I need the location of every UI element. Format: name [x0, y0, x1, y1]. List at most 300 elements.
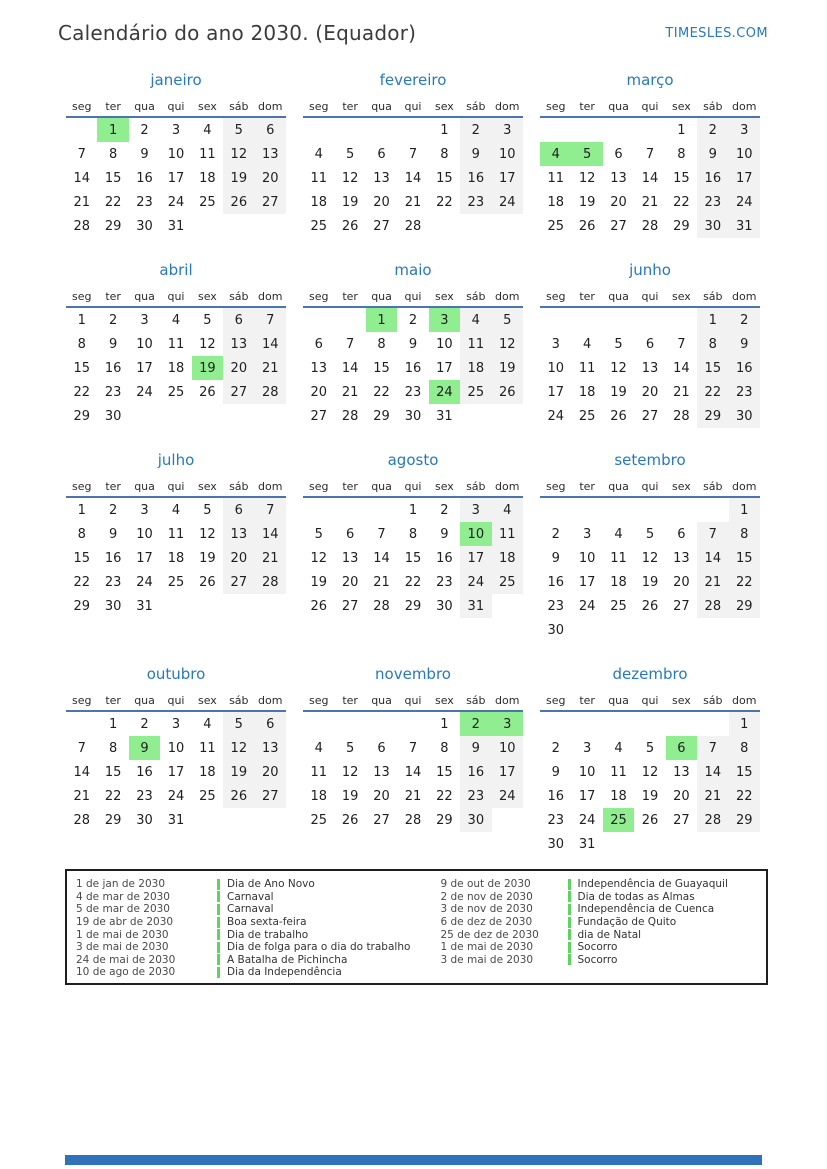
weekday-header-seg: seg: [71, 694, 92, 707]
day-cell: 26: [223, 784, 254, 808]
day-cell: 7: [408, 146, 418, 162]
holiday-tick-icon: [217, 891, 220, 902]
day-cell: 24: [167, 194, 185, 210]
legend-holiday-name: dia de Natal: [577, 928, 642, 941]
day-cell: 4: [614, 526, 623, 542]
empty-day-cell: [66, 711, 97, 736]
day-cell: 15: [436, 170, 453, 186]
day-cell: 2: [108, 502, 118, 518]
month-janeiro: [66, 71, 286, 238]
day-cell: 20: [373, 788, 390, 804]
empty-day-cell: [397, 711, 428, 736]
day-cell: 24: [136, 384, 153, 400]
day-cell: 12: [641, 550, 659, 566]
holiday-tick-icon: [217, 904, 220, 915]
day-cell: 24: [460, 570, 491, 594]
day-cell: 5: [203, 312, 212, 328]
empty-day-cell: [160, 404, 191, 428]
month-maio: [303, 261, 523, 428]
weekday-header-ter: ter: [342, 290, 358, 303]
day-cell: 28: [373, 598, 390, 614]
empty-day-cell: [634, 497, 665, 522]
day-cell: 18: [310, 788, 327, 804]
day-cell: 8: [108, 740, 118, 756]
day-cell: 18: [460, 356, 491, 380]
day-cell: 10: [136, 526, 153, 542]
day-cell: 9: [140, 146, 149, 162]
day-cell: 17: [167, 764, 185, 780]
empty-day-cell: [634, 117, 665, 142]
day-cell: 9: [129, 736, 160, 760]
day-cell: 19: [492, 356, 523, 380]
day-cell: 2: [460, 711, 491, 736]
day-cell: 23: [697, 190, 728, 214]
month-title: setembro: [614, 451, 686, 469]
day-cell: 1: [108, 716, 118, 732]
weekday-header-sab: sáb: [229, 290, 249, 303]
day-cell: 22: [73, 384, 90, 400]
day-cell: 22: [404, 574, 422, 590]
day-cell: 19: [610, 384, 627, 400]
weekday-header-sab: sáb: [466, 694, 486, 707]
day-cell: 12: [223, 142, 254, 166]
weekday-header-ter: ter: [342, 694, 358, 707]
empty-day-cell: [160, 594, 191, 618]
brand-link[interactable]: TIMESLES.COM: [665, 26, 768, 41]
day-cell: 28: [73, 812, 90, 828]
day-cell: 25: [167, 574, 185, 590]
day-cell: 25: [610, 598, 627, 614]
day-cell: 8: [108, 146, 118, 162]
weekday-header-qua: qua: [371, 480, 392, 493]
day-cell: 22: [373, 384, 390, 400]
day-cell: 18: [547, 194, 564, 210]
empty-day-cell: [603, 497, 634, 522]
legend-item: [67, 954, 417, 967]
day-cell: 2: [408, 312, 418, 328]
day-cell: 21: [255, 546, 286, 570]
legend-date: 24 de mai de 2030: [76, 953, 176, 966]
empty-day-cell: [571, 307, 602, 332]
day-cell: 13: [341, 550, 359, 566]
day-cell: 9: [729, 332, 760, 356]
day-cell: 31: [167, 812, 185, 828]
day-cell: 11: [578, 360, 596, 376]
empty-day-cell: [303, 711, 334, 736]
day-cell: 29: [73, 598, 90, 614]
day-cell: 24: [578, 812, 596, 828]
weekday-header-qui: qui: [641, 694, 659, 707]
day-cell: 27: [310, 408, 327, 424]
legend-date: 4 de mar de 2030: [76, 890, 170, 903]
weekday-header-sab: sáb: [466, 480, 486, 493]
legend-holiday-name: A Batalha de Pichincha: [227, 953, 348, 966]
holiday-legend: [65, 869, 768, 985]
day-cell: 23: [104, 384, 122, 400]
day-cell: 5: [223, 117, 254, 142]
weekday-header-dom: dom: [258, 694, 283, 707]
day-cell: 17: [578, 574, 596, 590]
day-cell: 13: [373, 170, 390, 186]
empty-day-cell: [540, 497, 571, 522]
day-cell: 1: [677, 122, 686, 138]
day-cell: 30: [436, 598, 453, 614]
day-cell: 29: [373, 408, 390, 424]
day-cell: 13: [223, 332, 254, 356]
day-cell: 3: [171, 122, 181, 138]
weekday-header-sex: sex: [197, 100, 217, 113]
day-cell: 30: [547, 836, 564, 852]
month-table: [66, 691, 286, 832]
day-cell: 7: [677, 336, 686, 352]
day-cell: 8: [440, 740, 449, 756]
holiday-tick-icon: [217, 954, 220, 965]
day-cell: 24: [492, 784, 523, 808]
weekday-header-dom: dom: [732, 100, 757, 113]
day-cell: 27: [223, 380, 254, 404]
day-cell: 22: [436, 194, 453, 210]
day-cell: 7: [345, 336, 355, 352]
day-cell: 6: [645, 336, 655, 352]
month-title: junho: [629, 261, 671, 279]
empty-day-cell: [303, 117, 334, 142]
weekday-header-seg: seg: [71, 290, 92, 303]
legend-item: [67, 903, 417, 916]
day-cell: 22: [73, 574, 90, 590]
day-cell: 19: [641, 574, 659, 590]
day-cell: 14: [73, 764, 90, 780]
holiday-tick-icon: [217, 929, 220, 940]
weekday-header-seg: seg: [545, 290, 566, 303]
day-cell: 2: [460, 117, 491, 142]
day-cell: 1: [697, 307, 728, 332]
day-cell: 26: [492, 380, 523, 404]
day-cell: 6: [666, 736, 697, 760]
legend-item: [417, 891, 767, 904]
legend-holiday-name: Carnaval: [227, 890, 274, 903]
legend-date: 1 de jan de 2030: [76, 878, 166, 891]
day-cell: 3: [429, 307, 460, 332]
month-title: maio: [394, 261, 432, 279]
day-cell: 6: [255, 117, 286, 142]
day-cell: 23: [136, 788, 153, 804]
weekday-header-ter: ter: [579, 290, 595, 303]
weekday-header-sab: sáb: [703, 100, 723, 113]
empty-day-cell: [666, 711, 697, 736]
month-table: [66, 287, 286, 428]
legend-item: [67, 966, 417, 979]
day-cell: 27: [255, 784, 286, 808]
weekday-header-sab: sáb: [703, 290, 723, 303]
legend-holiday-name: Independência de Cuenca: [577, 903, 715, 916]
day-cell: 24: [492, 190, 523, 214]
day-cell: 3: [492, 711, 523, 736]
day-cell: 12: [610, 360, 627, 376]
day-cell: 7: [697, 736, 728, 760]
empty-day-cell: [460, 214, 491, 238]
day-cell: 9: [108, 336, 118, 352]
empty-day-cell: [666, 618, 697, 642]
day-cell: 31: [578, 836, 596, 852]
day-cell: 15: [104, 170, 122, 186]
empty-day-cell: [634, 832, 665, 856]
weekday-header-dom: dom: [495, 290, 520, 303]
day-cell: 24: [136, 574, 153, 590]
legend-item: [417, 941, 767, 954]
weekday-header-dom: dom: [495, 694, 520, 707]
weekday-header-dom: dom: [732, 290, 757, 303]
weekday-header-sab: sáb: [229, 694, 249, 707]
holiday-tick-icon: [217, 917, 220, 928]
day-cell: 19: [341, 194, 359, 210]
day-cell: 25: [167, 384, 185, 400]
empty-day-cell: [634, 711, 665, 736]
month-title: fevereiro: [379, 71, 447, 89]
empty-day-cell: [303, 497, 334, 522]
holiday-tick-icon: [568, 879, 571, 890]
weekday-header-seg: seg: [545, 480, 566, 493]
page-title: Calendário do ano 2030. (Equador): [58, 21, 417, 45]
day-cell: 25: [578, 408, 596, 424]
day-cell: 5: [571, 142, 602, 166]
day-cell: 18: [167, 360, 185, 376]
day-cell: 10: [436, 336, 453, 352]
empty-day-cell: [192, 404, 223, 428]
weekday-header-ter: ter: [579, 694, 595, 707]
day-cell: 10: [492, 142, 523, 166]
day-cell: 20: [673, 574, 690, 590]
weekday-header-qua: qua: [608, 480, 629, 493]
day-cell: 20: [641, 384, 659, 400]
holiday-tick-icon: [568, 904, 571, 915]
day-cell: 14: [373, 550, 390, 566]
day-cell: 30: [547, 622, 564, 638]
day-cell: 4: [314, 146, 323, 162]
empty-day-cell: [223, 214, 254, 238]
day-cell: 1: [366, 307, 397, 332]
day-cell: 20: [223, 546, 254, 570]
empty-day-cell: [366, 497, 397, 522]
day-cell: 5: [314, 526, 323, 542]
empty-day-cell: [540, 711, 571, 736]
day-cell: 20: [673, 788, 690, 804]
month-title: abril: [159, 261, 193, 279]
day-cell: 30: [136, 218, 153, 234]
day-cell: 16: [136, 170, 153, 186]
day-cell: 16: [104, 550, 122, 566]
day-cell: 17: [547, 384, 564, 400]
day-cell: 20: [373, 194, 390, 210]
day-cell: 9: [108, 526, 118, 542]
legend-column-right: [417, 878, 767, 983]
day-cell: 16: [136, 764, 153, 780]
empty-day-cell: [397, 117, 428, 142]
day-cell: 4: [203, 122, 212, 138]
weekday-header-sab: sáb: [229, 100, 249, 113]
empty-day-cell: [634, 618, 665, 642]
day-cell: 26: [641, 812, 659, 828]
day-cell: 29: [729, 808, 760, 832]
weekday-header-qua: qua: [134, 100, 155, 113]
weekday-header-ter: ter: [342, 100, 358, 113]
weekday-header-sex: sex: [434, 694, 454, 707]
legend-item: [67, 916, 417, 929]
empty-day-cell: [697, 497, 728, 522]
day-cell: 11: [167, 336, 185, 352]
weekday-header-sex: sex: [434, 100, 454, 113]
months-grid: [66, 71, 766, 856]
month-dezembro: [540, 665, 760, 856]
day-cell: 28: [697, 808, 728, 832]
empty-day-cell: [334, 117, 365, 142]
month-table: [303, 287, 523, 428]
day-cell: 30: [104, 408, 122, 424]
day-cell: 29: [104, 812, 122, 828]
day-cell: 5: [614, 336, 623, 352]
day-cell: 17: [492, 760, 523, 784]
weekday-header-qui: qui: [641, 100, 659, 113]
weekday-header-ter: ter: [579, 480, 595, 493]
day-cell: 26: [223, 190, 254, 214]
day-cell: 30: [136, 812, 153, 828]
day-cell: 16: [729, 356, 760, 380]
empty-day-cell: [255, 404, 286, 428]
day-cell: 15: [673, 170, 690, 186]
day-cell: 23: [436, 574, 453, 590]
footer-accent-bar: [65, 1155, 762, 1165]
day-cell: 30: [460, 808, 491, 832]
empty-day-cell: [492, 594, 523, 618]
day-cell: 1: [440, 716, 449, 732]
day-cell: 2: [551, 740, 560, 756]
month-fevereiro: [303, 71, 523, 238]
day-cell: 4: [314, 740, 323, 756]
empty-day-cell: [255, 594, 286, 618]
day-cell: 2: [697, 117, 728, 142]
legend-holiday-name: Fundação de Quito: [577, 916, 677, 929]
day-cell: 25: [603, 808, 634, 832]
day-cell: 21: [697, 784, 728, 808]
day-cell: 1: [440, 122, 449, 138]
day-cell: 2: [140, 122, 149, 138]
day-cell: 20: [223, 356, 254, 380]
day-cell: 11: [492, 522, 523, 546]
day-cell: 15: [73, 360, 90, 376]
day-cell: 1: [729, 711, 760, 736]
day-cell: 24: [167, 788, 185, 804]
day-cell: 7: [697, 522, 728, 546]
day-cell: 11: [199, 740, 216, 756]
day-cell: 11: [310, 170, 327, 186]
day-cell: 12: [199, 526, 216, 542]
day-cell: 13: [673, 550, 690, 566]
weekday-header-qua: qua: [608, 100, 629, 113]
day-cell: 11: [547, 170, 564, 186]
day-cell: 22: [729, 570, 760, 594]
weekday-header-qua: qua: [134, 694, 155, 707]
day-cell: 27: [255, 190, 286, 214]
day-cell: 28: [697, 594, 728, 618]
day-cell: 17: [136, 550, 153, 566]
day-cell: 7: [255, 307, 286, 332]
day-cell: 13: [255, 142, 286, 166]
empty-day-cell: [603, 832, 634, 856]
empty-day-cell: [603, 307, 634, 332]
day-cell: 28: [255, 380, 286, 404]
empty-day-cell: [366, 117, 397, 142]
weekday-header-qui: qui: [404, 480, 422, 493]
weekday-header-seg: seg: [308, 290, 329, 303]
legend-item: [417, 878, 767, 891]
day-cell: 16: [104, 360, 122, 376]
day-cell: 28: [404, 218, 422, 234]
day-cell: 18: [167, 550, 185, 566]
day-cell: 2: [440, 502, 449, 518]
day-cell: 29: [436, 812, 453, 828]
day-cell: 7: [255, 497, 286, 522]
day-cell: 4: [203, 716, 212, 732]
day-cell: 27: [641, 408, 659, 424]
day-cell: 17: [136, 360, 153, 376]
day-cell: 10: [729, 142, 760, 166]
day-cell: 10: [578, 764, 596, 780]
day-cell: 1: [97, 117, 128, 142]
day-cell: 6: [677, 526, 686, 542]
day-cell: 19: [223, 760, 254, 784]
empty-day-cell: [697, 832, 728, 856]
day-cell: 31: [729, 214, 760, 238]
day-cell: 19: [641, 788, 659, 804]
empty-day-cell: [66, 117, 97, 142]
month-title: março: [626, 71, 674, 89]
empty-day-cell: [429, 214, 460, 238]
empty-day-cell: [492, 404, 523, 428]
day-cell: 13: [373, 764, 390, 780]
month-title: janeiro: [150, 71, 202, 89]
day-cell: 7: [645, 146, 655, 162]
day-cell: 10: [492, 736, 523, 760]
empty-day-cell: [666, 497, 697, 522]
day-cell: 25: [547, 218, 564, 234]
day-cell: 6: [614, 146, 623, 162]
day-cell: 26: [199, 384, 216, 400]
empty-day-cell: [571, 117, 602, 142]
legend-item: [67, 891, 417, 904]
day-cell: 30: [404, 408, 422, 424]
day-cell: 3: [582, 740, 592, 756]
empty-day-cell: [571, 618, 602, 642]
weekday-header-qua: qua: [371, 290, 392, 303]
day-cell: 7: [77, 146, 86, 162]
empty-day-cell: [571, 497, 602, 522]
day-cell: 16: [404, 360, 422, 376]
day-cell: 17: [492, 166, 523, 190]
weekday-header-qua: qua: [371, 694, 392, 707]
month-março: [540, 71, 760, 238]
day-cell: 5: [203, 502, 212, 518]
day-cell: 23: [547, 812, 564, 828]
weekday-header-ter: ter: [342, 480, 358, 493]
day-cell: 10: [136, 336, 153, 352]
weekday-header-seg: seg: [545, 694, 566, 707]
month-table: [66, 477, 286, 618]
day-cell: 24: [729, 190, 760, 214]
day-cell: 29: [673, 218, 690, 234]
day-cell: 19: [310, 574, 327, 590]
weekday-header-sex: sex: [197, 694, 217, 707]
weekday-header-dom: dom: [495, 100, 520, 113]
day-cell: 13: [610, 170, 627, 186]
